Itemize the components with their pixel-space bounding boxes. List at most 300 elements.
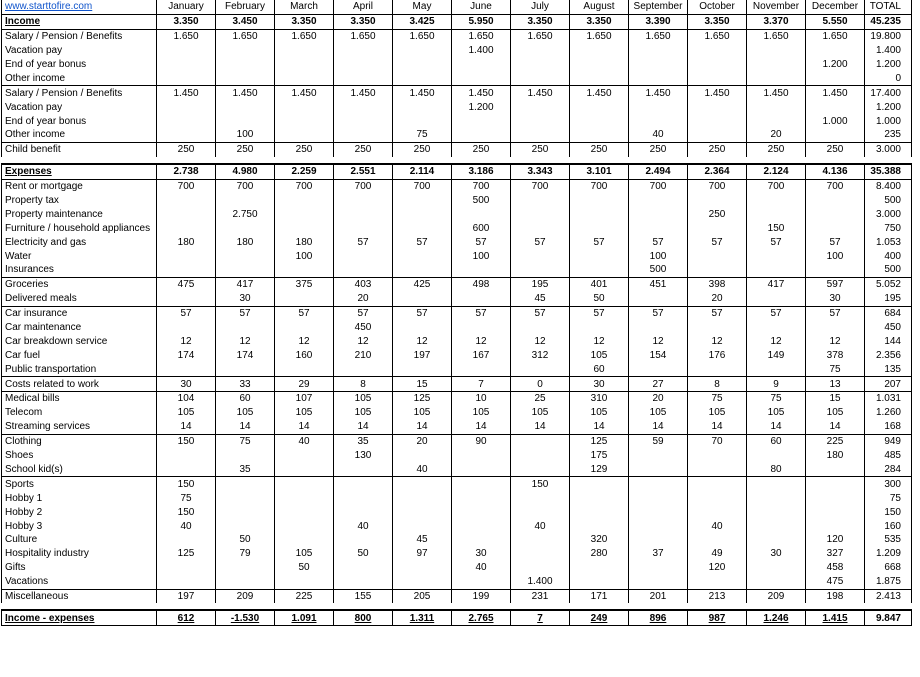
month-cell: 417 xyxy=(747,277,806,291)
row-label: Shoes xyxy=(2,449,157,463)
month-cell: 150 xyxy=(747,221,806,235)
row-label: Public transportation xyxy=(2,362,157,376)
month-cell: February xyxy=(216,0,275,14)
month-cell xyxy=(275,491,334,505)
income-row xyxy=(2,114,912,128)
total-cell: 750 xyxy=(865,221,912,235)
month-cell: 57 xyxy=(570,235,629,249)
month-cell: 125 xyxy=(393,392,452,406)
month-cell: April xyxy=(334,0,393,14)
month-cell xyxy=(275,449,334,463)
month-cell: 700 xyxy=(334,179,393,193)
row-label: Salary / Pension / Benefits xyxy=(2,29,157,43)
site-link[interactable]: www.starttofire.com xyxy=(5,1,93,13)
month-cell: 30 xyxy=(452,547,511,561)
month-cell: 20 xyxy=(393,434,452,448)
total-cell: 8.400 xyxy=(865,179,912,193)
expense-row xyxy=(2,392,912,406)
month-cell: 1.415 xyxy=(806,610,865,625)
row-label: Miscellaneous xyxy=(2,589,157,603)
month-cell: 250 xyxy=(393,142,452,156)
month-cell: 57 xyxy=(393,306,452,320)
month-cell xyxy=(806,71,865,85)
month-cell xyxy=(334,58,393,72)
month-cell: 75 xyxy=(393,128,452,142)
month-cell: 30 xyxy=(216,292,275,306)
month-cell: 2.364 xyxy=(688,164,747,179)
total-cell: 5.052 xyxy=(865,277,912,291)
month-cell xyxy=(747,575,806,589)
month-cell: 1.650 xyxy=(275,29,334,43)
month-cell xyxy=(393,100,452,114)
month-cell xyxy=(275,114,334,128)
month-cell xyxy=(393,505,452,519)
month-cell: 250 xyxy=(806,142,865,156)
month-cell xyxy=(275,207,334,221)
month-cell xyxy=(157,71,216,85)
month-cell xyxy=(334,491,393,505)
month-cell: 250 xyxy=(747,142,806,156)
month-cell: 700 xyxy=(688,179,747,193)
month-cell xyxy=(275,533,334,547)
month-cell xyxy=(452,114,511,128)
month-cell: 125 xyxy=(570,434,629,448)
month-cell: 14 xyxy=(511,420,570,434)
expense-row xyxy=(2,420,912,434)
month-cell: 100 xyxy=(806,249,865,263)
month-cell xyxy=(511,505,570,519)
month-cell xyxy=(452,321,511,335)
month-cell: 105 xyxy=(629,406,688,420)
month-cell xyxy=(806,100,865,114)
month-cell: 57 xyxy=(275,306,334,320)
month-cell: 500 xyxy=(452,194,511,208)
month-cell: 57 xyxy=(688,306,747,320)
month-cell: 3.350 xyxy=(511,14,570,29)
month-cell xyxy=(688,221,747,235)
month-cell xyxy=(511,547,570,561)
month-cell: 57 xyxy=(629,235,688,249)
month-cell: July xyxy=(511,0,570,14)
row-label: Water xyxy=(2,249,157,263)
income-row xyxy=(2,58,912,72)
month-cell: 1.650 xyxy=(157,29,216,43)
month-cell: 40 xyxy=(157,519,216,533)
month-cell: 1.450 xyxy=(275,86,334,100)
month-cell xyxy=(688,533,747,547)
month-cell xyxy=(688,505,747,519)
month-cell xyxy=(570,71,629,85)
month-cell xyxy=(157,533,216,547)
month-cell xyxy=(334,505,393,519)
expense-row xyxy=(2,179,912,193)
total-cell: 300 xyxy=(865,477,912,491)
month-cell: 12 xyxy=(806,334,865,348)
month-cell: 5.950 xyxy=(452,14,511,29)
month-cell xyxy=(511,128,570,142)
month-cell xyxy=(393,561,452,575)
month-cell: 149 xyxy=(747,348,806,362)
month-cell: 458 xyxy=(806,561,865,575)
month-cell xyxy=(275,575,334,589)
month-cell: 60 xyxy=(216,392,275,406)
month-cell: October xyxy=(688,0,747,14)
month-cell xyxy=(393,362,452,376)
total-cell: 684 xyxy=(865,306,912,320)
month-cell: 12 xyxy=(511,334,570,348)
expense-row xyxy=(2,589,912,603)
month-cell xyxy=(393,221,452,235)
month-cell: 700 xyxy=(275,179,334,193)
header-row xyxy=(2,0,912,14)
month-cell: 57 xyxy=(216,306,275,320)
month-cell xyxy=(570,519,629,533)
month-cell xyxy=(452,292,511,306)
month-cell: 107 xyxy=(275,392,334,406)
month-cell xyxy=(629,533,688,547)
expense-row xyxy=(2,463,912,477)
budget-table xyxy=(1,0,912,626)
month-cell: 700 xyxy=(157,179,216,193)
month-cell xyxy=(157,58,216,72)
month-cell: 231 xyxy=(511,589,570,603)
total-cell: 195 xyxy=(865,292,912,306)
month-cell xyxy=(570,561,629,575)
row-label: Hobby 1 xyxy=(2,491,157,505)
month-cell: 14 xyxy=(806,420,865,434)
month-cell: 403 xyxy=(334,277,393,291)
month-cell: 13 xyxy=(806,377,865,392)
row-label: Streaming services xyxy=(2,420,157,434)
month-cell xyxy=(393,575,452,589)
month-cell xyxy=(806,128,865,142)
month-cell xyxy=(688,321,747,335)
month-cell: 425 xyxy=(393,277,452,291)
month-cell xyxy=(747,114,806,128)
month-cell: 14 xyxy=(216,420,275,434)
month-cell xyxy=(393,292,452,306)
total-cell: 2.413 xyxy=(865,589,912,603)
month-cell: 155 xyxy=(334,589,393,603)
month-cell xyxy=(216,44,275,58)
month-cell: August xyxy=(570,0,629,14)
month-cell: 40 xyxy=(452,561,511,575)
month-cell: 896 xyxy=(629,610,688,625)
month-cell: 1.650 xyxy=(216,29,275,43)
expense-row xyxy=(2,321,912,335)
row-label: End of year bonus xyxy=(2,114,157,128)
month-cell xyxy=(511,221,570,235)
month-cell: June xyxy=(452,0,511,14)
income-row xyxy=(2,44,912,58)
total-cell: 207 xyxy=(865,377,912,392)
month-cell: 2.738 xyxy=(157,164,216,179)
month-cell xyxy=(688,575,747,589)
month-cell: 1.450 xyxy=(806,86,865,100)
month-cell: 250 xyxy=(570,142,629,156)
month-cell: 451 xyxy=(629,277,688,291)
month-cell: 1.650 xyxy=(393,29,452,43)
row-label: Furniture / household appliances xyxy=(2,221,157,235)
month-cell xyxy=(275,44,334,58)
row-label: Car maintenance xyxy=(2,321,157,335)
month-cell: 210 xyxy=(334,348,393,362)
month-cell xyxy=(688,249,747,263)
month-cell: 100 xyxy=(629,249,688,263)
row-label: Telecom xyxy=(2,406,157,420)
month-cell: 12 xyxy=(334,334,393,348)
month-cell xyxy=(511,263,570,277)
month-cell xyxy=(747,71,806,85)
month-cell: 3.350 xyxy=(275,14,334,29)
month-cell xyxy=(806,194,865,208)
month-cell xyxy=(393,207,452,221)
month-cell xyxy=(511,207,570,221)
month-cell: 250 xyxy=(629,142,688,156)
month-cell xyxy=(570,263,629,277)
month-cell: 75 xyxy=(688,392,747,406)
month-cell xyxy=(157,100,216,114)
month-cell xyxy=(216,505,275,519)
month-cell: 2.551 xyxy=(334,164,393,179)
row-label: Vacation pay xyxy=(2,44,157,58)
spacer-cell xyxy=(2,157,912,164)
month-cell xyxy=(334,575,393,589)
month-cell: 3.186 xyxy=(452,164,511,179)
month-cell: 1.650 xyxy=(688,29,747,43)
month-cell xyxy=(570,44,629,58)
row-label: Sports xyxy=(2,477,157,491)
month-cell xyxy=(629,207,688,221)
month-cell xyxy=(216,575,275,589)
month-cell: 40 xyxy=(275,434,334,448)
month-cell: September xyxy=(629,0,688,14)
month-cell: 280 xyxy=(570,547,629,561)
month-cell: 49 xyxy=(688,547,747,561)
month-cell xyxy=(570,128,629,142)
month-cell xyxy=(570,321,629,335)
month-cell: 3.343 xyxy=(511,164,570,179)
month-cell: 37 xyxy=(629,547,688,561)
month-cell: 50 xyxy=(275,561,334,575)
spacer-cell xyxy=(2,603,912,610)
month-cell: 33 xyxy=(216,377,275,392)
expense-row xyxy=(2,519,912,533)
spacer-row xyxy=(2,603,912,610)
total-cell: 500 xyxy=(865,194,912,208)
month-cell xyxy=(806,463,865,477)
month-cell: 105 xyxy=(570,348,629,362)
month-cell xyxy=(216,519,275,533)
total-cell: 35.388 xyxy=(865,164,912,179)
month-cell xyxy=(747,561,806,575)
month-cell: 35 xyxy=(334,434,393,448)
month-cell xyxy=(511,249,570,263)
month-cell: 1.450 xyxy=(747,86,806,100)
month-cell: 475 xyxy=(806,575,865,589)
month-cell: 174 xyxy=(216,348,275,362)
month-cell: 15 xyxy=(806,392,865,406)
month-cell xyxy=(393,44,452,58)
expense-row xyxy=(2,533,912,547)
month-cell: 2.494 xyxy=(629,164,688,179)
month-cell: 9 xyxy=(747,377,806,392)
month-cell: 700 xyxy=(511,179,570,193)
month-cell xyxy=(275,128,334,142)
month-cell: 12 xyxy=(688,334,747,348)
month-cell: 180 xyxy=(216,235,275,249)
row-label: Hobby 2 xyxy=(2,505,157,519)
month-cell: 1.311 xyxy=(393,610,452,625)
month-cell xyxy=(629,561,688,575)
month-cell xyxy=(334,207,393,221)
row-label: School kid(s) xyxy=(2,463,157,477)
row-label: Vacations xyxy=(2,575,157,589)
month-cell: 205 xyxy=(393,589,452,603)
month-cell xyxy=(747,44,806,58)
month-cell xyxy=(157,362,216,376)
month-cell xyxy=(393,477,452,491)
month-cell: 700 xyxy=(452,179,511,193)
month-cell xyxy=(570,491,629,505)
month-cell: 3.350 xyxy=(157,14,216,29)
income-row xyxy=(2,86,912,100)
row-label: Salary / Pension / Benefits xyxy=(2,86,157,100)
month-cell: 12 xyxy=(157,334,216,348)
row-label: Electricity and gas xyxy=(2,235,157,249)
month-cell: 40 xyxy=(688,519,747,533)
expense-row xyxy=(2,334,912,348)
month-cell xyxy=(688,100,747,114)
month-cell: 597 xyxy=(806,277,865,291)
total-cell: 500 xyxy=(865,263,912,277)
total-cell: 949 xyxy=(865,434,912,448)
month-cell: November xyxy=(747,0,806,14)
month-cell: 150 xyxy=(157,505,216,519)
month-cell: 4.980 xyxy=(216,164,275,179)
month-cell xyxy=(275,194,334,208)
month-cell xyxy=(747,58,806,72)
month-cell: 209 xyxy=(747,589,806,603)
month-cell: 600 xyxy=(452,221,511,235)
month-cell xyxy=(334,194,393,208)
month-cell xyxy=(747,362,806,376)
month-cell xyxy=(570,505,629,519)
row-label xyxy=(2,0,157,14)
month-cell xyxy=(157,463,216,477)
month-cell xyxy=(688,477,747,491)
row-label: Groceries xyxy=(2,277,157,291)
month-cell xyxy=(511,449,570,463)
month-cell: 100 xyxy=(275,249,334,263)
month-cell: 57 xyxy=(747,235,806,249)
total-cell: 668 xyxy=(865,561,912,575)
month-cell: 1.450 xyxy=(334,86,393,100)
month-cell xyxy=(275,71,334,85)
month-cell xyxy=(511,434,570,448)
month-cell: 1.450 xyxy=(393,86,452,100)
month-cell: 57 xyxy=(688,235,747,249)
month-cell xyxy=(688,128,747,142)
expenses-summary-row xyxy=(2,164,912,179)
month-cell xyxy=(629,491,688,505)
month-cell xyxy=(747,449,806,463)
month-cell xyxy=(157,575,216,589)
month-cell: 57 xyxy=(511,306,570,320)
month-cell: 35 xyxy=(216,463,275,477)
row-label: Income xyxy=(2,14,157,29)
month-cell xyxy=(570,58,629,72)
month-cell xyxy=(806,519,865,533)
month-cell: 79 xyxy=(216,547,275,561)
month-cell xyxy=(570,575,629,589)
month-cell: May xyxy=(393,0,452,14)
month-cell: 57 xyxy=(393,235,452,249)
month-cell: 57 xyxy=(511,235,570,249)
month-cell xyxy=(452,207,511,221)
month-cell: 250 xyxy=(157,142,216,156)
month-cell xyxy=(747,100,806,114)
month-cell xyxy=(570,477,629,491)
month-cell xyxy=(806,491,865,505)
month-cell xyxy=(393,449,452,463)
month-cell: 7 xyxy=(511,610,570,625)
month-cell xyxy=(747,533,806,547)
month-cell: 57 xyxy=(570,306,629,320)
month-cell: 75 xyxy=(157,491,216,505)
month-cell xyxy=(275,321,334,335)
month-cell: 700 xyxy=(629,179,688,193)
month-cell xyxy=(511,114,570,128)
month-cell: 195 xyxy=(511,277,570,291)
month-cell: 125 xyxy=(157,547,216,561)
month-cell xyxy=(688,114,747,128)
month-cell xyxy=(452,575,511,589)
month-cell xyxy=(570,114,629,128)
month-cell: 60 xyxy=(747,434,806,448)
row-label: Costs related to work xyxy=(2,377,157,392)
month-cell: 1.400 xyxy=(452,44,511,58)
month-cell: 3.370 xyxy=(747,14,806,29)
month-cell: 800 xyxy=(334,610,393,625)
row-label: Car insurance xyxy=(2,306,157,320)
month-cell xyxy=(216,321,275,335)
expense-row xyxy=(2,561,912,575)
month-cell xyxy=(452,477,511,491)
month-cell xyxy=(275,519,334,533)
month-cell: 104 xyxy=(157,392,216,406)
month-cell xyxy=(275,221,334,235)
month-cell xyxy=(629,463,688,477)
month-cell xyxy=(157,263,216,277)
month-cell: 1.450 xyxy=(452,86,511,100)
expense-row xyxy=(2,194,912,208)
month-cell: 375 xyxy=(275,277,334,291)
month-cell: 700 xyxy=(806,179,865,193)
month-cell: 130 xyxy=(334,449,393,463)
month-cell xyxy=(629,292,688,306)
income-row xyxy=(2,100,912,114)
expense-row xyxy=(2,306,912,320)
expense-row xyxy=(2,263,912,277)
row-label: Insurances xyxy=(2,263,157,277)
expense-row xyxy=(2,575,912,589)
month-cell: 40 xyxy=(511,519,570,533)
month-cell xyxy=(393,249,452,263)
expense-row xyxy=(2,406,912,420)
total-cell: 1.031 xyxy=(865,392,912,406)
row-label: Hospitality industry xyxy=(2,547,157,561)
